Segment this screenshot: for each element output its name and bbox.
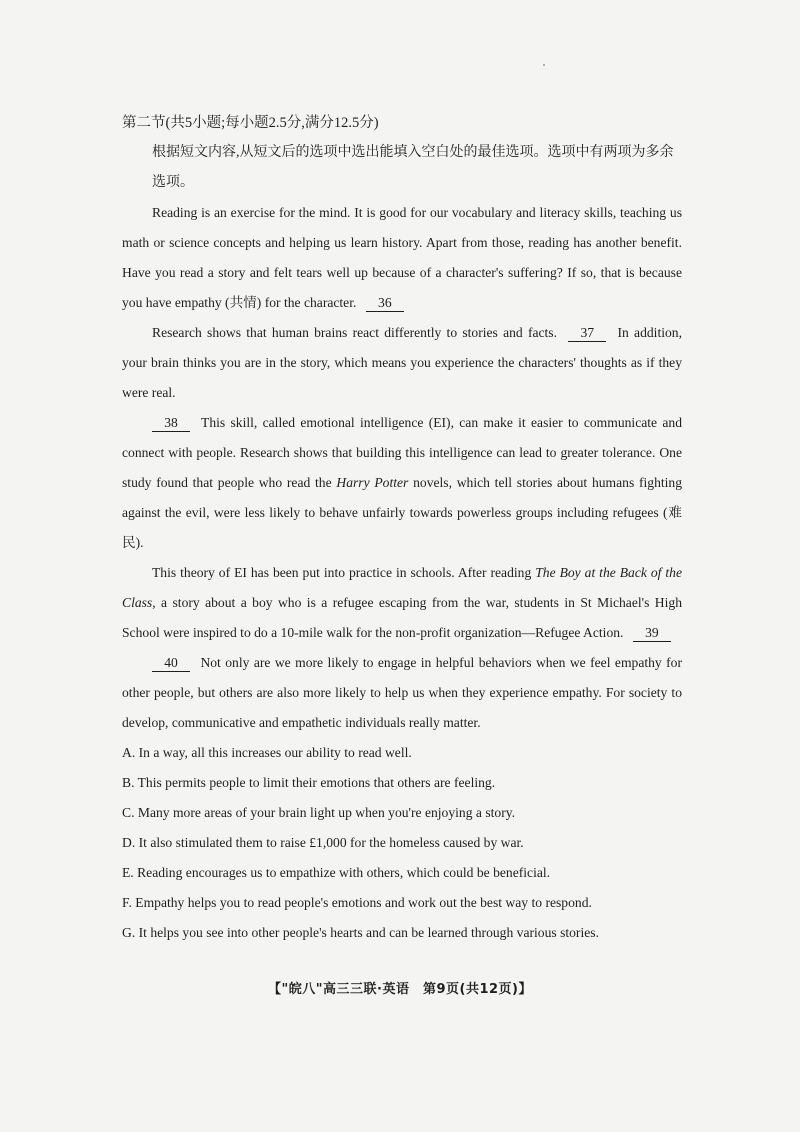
paragraph-4 bbox=[122, 558, 682, 648]
blank-36[interactable]: 36 bbox=[366, 295, 404, 312]
paragraph-5 bbox=[122, 648, 682, 738]
section-title: 第二节(共5小题;每小题2.5分,满分12.5分) bbox=[122, 115, 379, 131]
paragraph-5-text: Not only are we more likely to engage in helpful behaviors when we feel empathy for other people, but others are also more likely to help us when they experience empathy. For society to develop, communicative and empathetic individuals really matter. bbox=[122, 655, 683, 730]
book-title-harry-potter: Harry Potter bbox=[336, 475, 409, 490]
option-b[interactable]: B. This permits people to limit their emotions that others are feeling. bbox=[122, 775, 496, 790]
option-e[interactable]: E. Reading encourages us to empathize with others, which could be beneficial. bbox=[122, 865, 551, 880]
paragraph-2-text-after: In addition, your brain thinks you are in the story, which means you experience the characters' thoughts as if they were real. bbox=[122, 325, 682, 400]
paragraph-3 bbox=[122, 408, 682, 558]
blank-38[interactable]: 38 bbox=[152, 415, 190, 432]
paragraph-3-text-b: novels, which tell stories about humans fighting against the evil, were less likely to behave unfairly towards powerless groups including refugees (难民). bbox=[122, 475, 683, 550]
paragraph-1 bbox=[122, 198, 682, 318]
option-a[interactable]: A. In a way, all this increases our ability to read well. bbox=[122, 745, 412, 760]
paragraph-1-text: Reading is an exercise for the mind. It is good for our vocabulary and literacy skills, teaching us math or science concepts and helping us learn history. Apart from those, reading has another benefit. Have you read a story and felt tears well up because of a character's suffering? If so, that is because you have empathy (共情) for the character. bbox=[122, 205, 682, 310]
blank-39[interactable]: 39 bbox=[633, 625, 671, 642]
page-footer: 【"皖八"高三三联·英语 第9页(共12页)】 bbox=[267, 982, 532, 997]
option-d[interactable]: D. It also stimulated them to raise £1,000 for the homeless caused by war. bbox=[122, 835, 524, 850]
option-g[interactable]: G. It helps you see into other people's hearts and can be learned through various stories. bbox=[122, 925, 599, 940]
paragraph-4-text-b: , a story about a boy who is a refugee escaping from the war, students in St Michael's High School were inspired to do a 10-mile walk for the non-profit organization—Refugee Action. bbox=[122, 595, 682, 640]
paragraph-4-text-a: This theory of EI has been put into practice in schools. After reading bbox=[152, 565, 532, 580]
option-c[interactable]: C. Many more areas of your brain light up when you're enjoying a story. bbox=[122, 805, 516, 820]
instruction: 根据短文内容,从短文后的选项中选出能填入空白处的最佳选项。选项中有两项为多余选项。 bbox=[152, 145, 674, 190]
book-title-boy-at-back: The Boy at the Back of the Class bbox=[122, 565, 682, 610]
blank-37[interactable]: 37 bbox=[568, 325, 606, 342]
paragraph-2-text-before: Research shows that human brains react differently to stories and facts. bbox=[152, 325, 558, 340]
scan-speck bbox=[543, 64, 545, 66]
option-f[interactable]: F. Empathy helps you to read people's emotions and work out the best way to respond. bbox=[122, 895, 592, 910]
options-list bbox=[122, 738, 682, 948]
paragraph-3-text-a: This skill, called emotional intelligence (EI), can make it easier to communicate and connect with people. Research shows that building this intelligence can lead to greater tolerance. One study found that people who read the bbox=[122, 415, 682, 490]
blank-40[interactable]: 40 bbox=[152, 655, 190, 672]
paragraph-2 bbox=[122, 318, 682, 408]
section-content bbox=[122, 108, 682, 948]
